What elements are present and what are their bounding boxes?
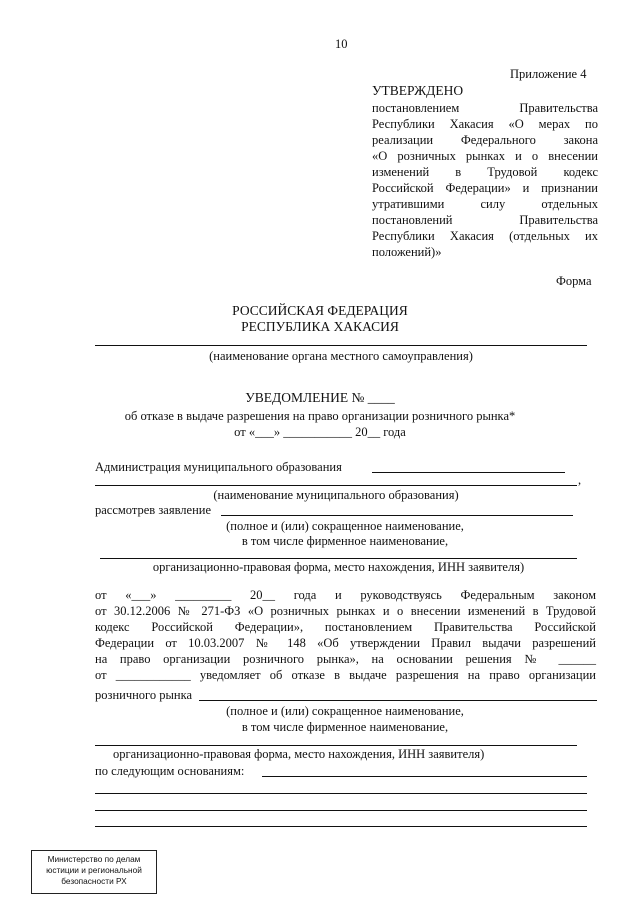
approval-line: Российской Федерации» и признании [372, 181, 598, 195]
notice-title: УВЕДОМЛЕНИЕ № ____ [245, 390, 395, 405]
approval-title: УТВЕРЖДЕНО [372, 83, 464, 98]
paragraph-line: от ____________ уведомляет об отказе в выдаче разрешения на право организации [95, 668, 596, 682]
application-field-line[interactable] [221, 515, 573, 516]
republic-heading: РЕСПУБЛИКА ХАКАСИЯ [241, 319, 399, 334]
stamp-line: юстиции и региональной [46, 865, 142, 875]
approval-line: Республики Хакасия (отдельных их [372, 229, 598, 243]
name-hint-4: в том числе фирменное наименование, [241, 720, 449, 734]
name-hint-3: (полное и (или) сокращенное наименование, [226, 704, 464, 718]
approval-block [372, 100, 598, 260]
stamp-line: безопасности РХ [61, 876, 127, 886]
municipality-line[interactable] [95, 485, 577, 486]
page-number: 10 [335, 37, 348, 51]
market-field-line[interactable] [199, 700, 597, 701]
considered-label: рассмотрев заявление [95, 503, 212, 517]
authority-line [95, 345, 587, 346]
paragraph-line: от 30.12.2006 № 271-ФЗ «О розничных рынках и о внесении изменений в Трудовой [95, 604, 596, 618]
paragraph-line: кодекс Российской Федерации», постановлением Правительства Российской [95, 620, 596, 634]
approval-line: «О розничных рынках и о внесении [372, 149, 598, 163]
approval-line: Республики Хакасия «О мерах по [372, 117, 598, 131]
name-hint: (полное и (или) сокращенное наименование, [226, 519, 464, 533]
grounds-line-4[interactable] [95, 826, 587, 827]
grounds-label: по следующим основаниям: [95, 764, 245, 778]
country-heading: РОССИЙСКАЯ ФЕДЕРАЦИЯ [232, 303, 408, 318]
appendix-label: Приложение 4 [510, 67, 587, 81]
admin-label: Администрация муниципального образования [95, 460, 342, 474]
municipality-hint: (наименование муниципального образования) [213, 488, 459, 502]
approval-line: постановлений Правительства [372, 213, 598, 227]
paragraph-line: от «___» _________ 20__ года и руководствуясь Федеральным законом [95, 588, 596, 602]
paragraph-line: Федерации от 10.03.2007 № 148 «Об утверждении Правил выдачи разрешений [95, 636, 596, 650]
approval-line: изменений в Трудовой кодекс [372, 165, 598, 179]
name-hint-2: в том числе фирменное наименование, [241, 534, 449, 548]
approval-line: положений)» [372, 245, 442, 259]
org-hint-2: организационно-правовая форма, место нахождения, ИНН заявителя) [113, 747, 485, 761]
grounds-line-3[interactable] [95, 810, 587, 811]
notice-subtitle: об отказе в выдаче разрешения на право организации розничного рынка* [124, 409, 516, 423]
approval-line: реализации Федерального закона [372, 133, 598, 147]
admin-field-line[interactable] [372, 472, 565, 473]
stamp-line: Министерство по делам [47, 854, 141, 864]
approval-line: постановлением Правительства [372, 101, 598, 115]
approval-line: утратившими силу отдельных [372, 197, 598, 211]
municipality-comma: , [578, 473, 582, 487]
form-label: Форма [556, 274, 592, 288]
org-hint: организационно-правовая форма, место нахождения, ИНН заявителя) [152, 560, 525, 574]
registry-stamp [31, 850, 157, 894]
main-paragraph [95, 587, 596, 683]
authority-hint: (наименование органа местного самоуправления) [209, 349, 473, 363]
grounds-line-2[interactable] [95, 793, 587, 794]
market-label: розничного рынка [95, 688, 193, 702]
paragraph-line: на право организации розничного рынка», на основании решения № ______ [95, 652, 596, 666]
notice-date: от «___» ___________ 20__ года [234, 425, 406, 439]
grounds-field-line[interactable] [262, 776, 587, 777]
